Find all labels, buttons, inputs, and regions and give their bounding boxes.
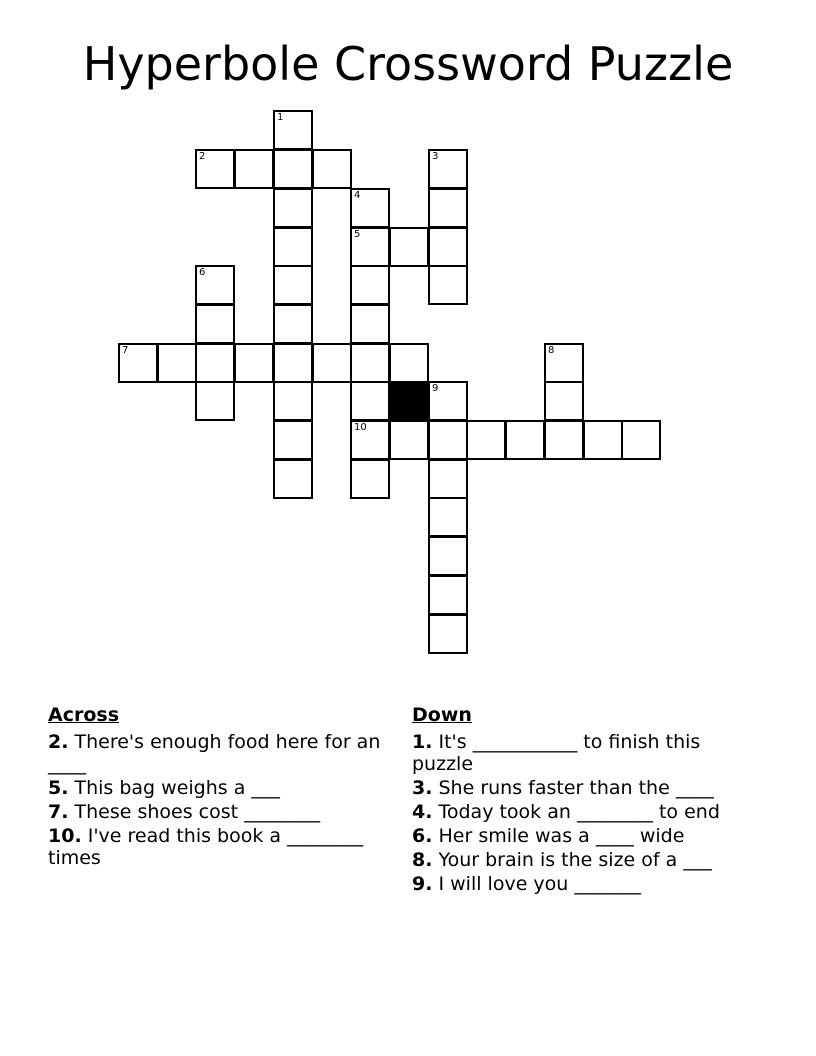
crossword-cell[interactable] — [273, 265, 313, 305]
crossword-cell[interactable] — [234, 149, 274, 189]
crossword-cell[interactable] — [195, 343, 235, 383]
clue-text: It's ___________ to finish this puzzle — [412, 731, 701, 775]
crossword-cell[interactable] — [234, 343, 274, 383]
clue-text: These shoes cost ________ — [68, 801, 321, 823]
crossword-cell[interactable] — [350, 420, 390, 460]
clue-text: There's enough food here for an ____ — [48, 731, 381, 775]
crossword-cell[interactable] — [350, 227, 390, 267]
clue-num: 10. — [48, 825, 82, 847]
crossword-cell[interactable] — [350, 343, 390, 383]
crossword-cell[interactable] — [544, 381, 584, 421]
across-clue — [48, 777, 383, 799]
clue-num: 6. — [412, 825, 433, 847]
crossword-cell[interactable] — [350, 265, 390, 305]
across-clue-list — [48, 731, 383, 869]
clue-text: Her smile was a ____ wide — [432, 825, 685, 847]
clue-number: 2 — [199, 151, 206, 162]
across-clues — [48, 704, 383, 871]
crossword-cell[interactable] — [273, 420, 313, 460]
crossword-cell[interactable] — [428, 188, 468, 228]
clue-number: 8 — [548, 345, 555, 356]
crossword-cell[interactable] — [273, 227, 313, 267]
clue-text: She runs faster than the ____ — [432, 777, 714, 799]
crossword-cell[interactable] — [428, 497, 468, 537]
crossword-cell[interactable] — [621, 420, 661, 460]
crossword-cell[interactable] — [195, 149, 235, 189]
crossword-cell[interactable] — [428, 614, 468, 654]
crossword-cell[interactable] — [428, 575, 468, 615]
clue-number: 3 — [432, 151, 439, 162]
crossword-cell[interactable] — [273, 304, 313, 344]
clue-text: I've read this book a ________ times — [48, 825, 364, 869]
clue-number: 4 — [354, 190, 361, 201]
crossword-cell[interactable] — [428, 459, 468, 499]
clue-num: 8. — [412, 849, 433, 871]
crossword-cell[interactable] — [195, 265, 235, 305]
crossword-cell[interactable] — [350, 381, 390, 421]
across-clue — [48, 801, 383, 823]
crossword-cell[interactable] — [312, 149, 352, 189]
clue-num: 2. — [48, 731, 69, 753]
crossword-cell[interactable] — [466, 420, 506, 460]
down-clue — [412, 801, 757, 823]
clue-number: 5 — [354, 229, 361, 240]
down-clues — [412, 704, 757, 897]
crossword-cell[interactable] — [350, 304, 390, 344]
clue-num: 9. — [412, 873, 433, 895]
across-clue — [48, 825, 383, 869]
clue-number: 1 — [277, 112, 284, 123]
down-heading: Down — [412, 704, 472, 726]
clue-number: 9 — [432, 383, 439, 394]
clue-text: This bag weighs a ___ — [68, 777, 280, 799]
clue-num: 3. — [412, 777, 433, 799]
crossword-cell[interactable] — [273, 149, 313, 189]
crossword-cell[interactable] — [273, 110, 313, 150]
black-cell — [389, 381, 429, 421]
across-heading: Across — [48, 704, 120, 726]
crossword-cell[interactable] — [195, 304, 235, 344]
crossword-cell[interactable] — [428, 420, 468, 460]
down-clue — [412, 873, 757, 895]
clue-num: 5. — [48, 777, 69, 799]
crossword-cell[interactable] — [428, 265, 468, 305]
clue-text: I will love you _______ — [432, 873, 641, 895]
crossword-cell[interactable] — [195, 381, 235, 421]
down-clue — [412, 849, 757, 871]
crossword-cell[interactable] — [428, 536, 468, 576]
crossword-cell[interactable] — [118, 343, 158, 383]
down-clue — [412, 777, 757, 799]
crossword-cell[interactable] — [389, 227, 429, 267]
down-clue — [412, 731, 757, 775]
down-clue-list — [412, 731, 757, 895]
down-clue — [412, 825, 757, 847]
across-clue — [48, 731, 383, 775]
page-title: Hyperbole Crossword Puzzle — [82, 37, 734, 91]
clue-text: Your brain is the size of a ___ — [432, 849, 712, 871]
crossword-cell[interactable] — [428, 149, 468, 189]
crossword-cell[interactable] — [273, 381, 313, 421]
crossword-cell[interactable] — [273, 343, 313, 383]
clue-number: 7 — [122, 345, 129, 356]
crossword-cell[interactable] — [428, 227, 468, 267]
clue-number: 6 — [199, 267, 206, 278]
crossword-cell[interactable] — [350, 188, 390, 228]
crossword-cell[interactable] — [505, 420, 545, 460]
crossword-cell[interactable] — [273, 188, 313, 228]
crossword-cell[interactable] — [389, 420, 429, 460]
clue-number: 10 — [354, 422, 367, 433]
clue-num: 1. — [412, 731, 433, 753]
clue-text: Today took an ________ to end — [432, 801, 720, 823]
clue-num: 7. — [48, 801, 69, 823]
crossword-cell[interactable] — [583, 420, 623, 460]
crossword-cell[interactable] — [428, 381, 468, 421]
crossword-cell[interactable] — [273, 459, 313, 499]
crossword-cell[interactable] — [157, 343, 197, 383]
crossword-cell[interactable] — [544, 343, 584, 383]
crossword-cell[interactable] — [389, 343, 429, 383]
crossword-cell[interactable] — [544, 420, 584, 460]
crossword-cell[interactable] — [312, 343, 352, 383]
clue-num: 4. — [412, 801, 433, 823]
crossword-cell[interactable] — [350, 459, 390, 499]
